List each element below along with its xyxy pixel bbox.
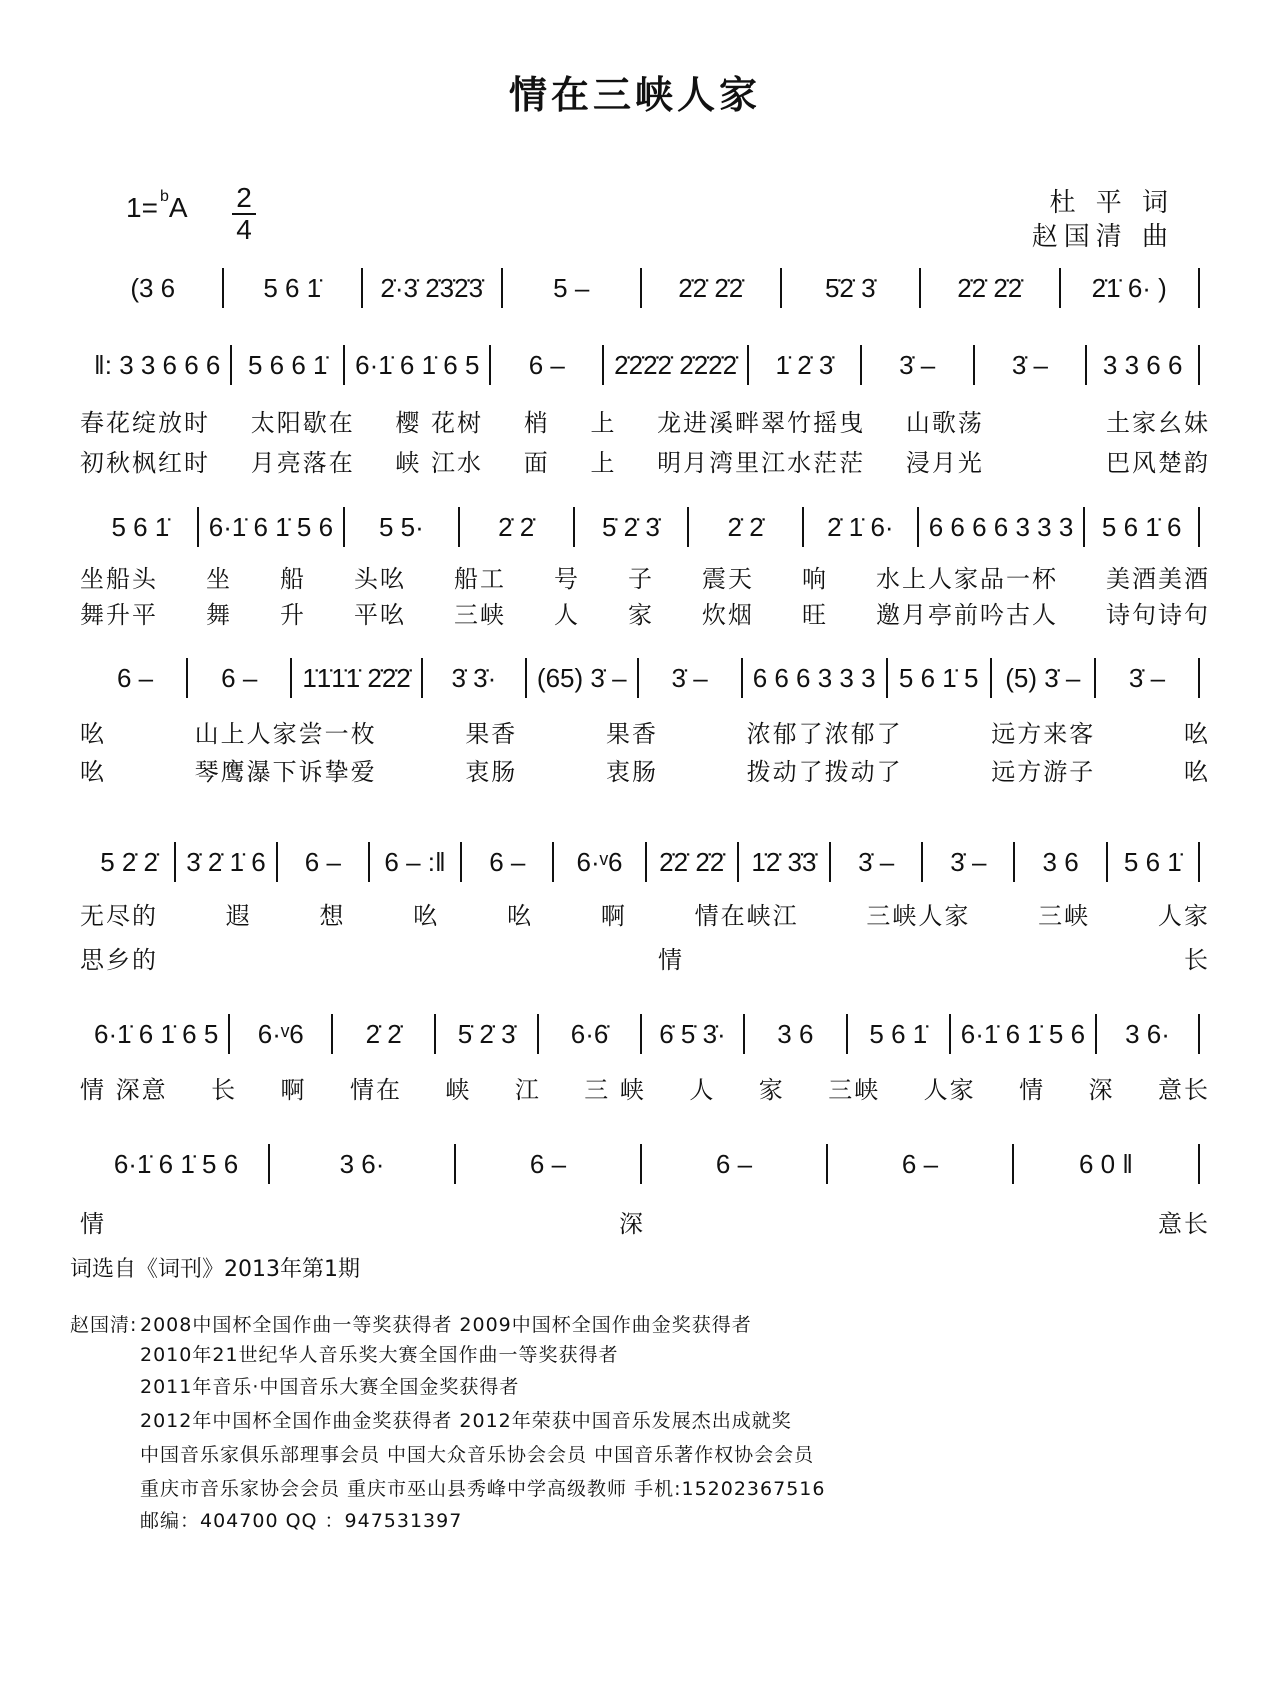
notation-row <box>84 648 1200 708</box>
measure: (3 6 <box>130 272 176 303</box>
lyric-word: 炊烟 <box>702 601 754 629</box>
lyric-word: 情 <box>658 946 684 974</box>
measure: 1̇1̇1̇1̇ 2̇2̇2̇ <box>302 662 411 693</box>
lyric-word: 衷肠 <box>605 758 658 786</box>
measure: 5 5· <box>379 511 424 542</box>
lyric-word: 情在 <box>349 1076 402 1104</box>
lyric-word: 三峡 <box>828 1076 881 1104</box>
measure: 6 – <box>117 662 154 693</box>
flat-sign: b <box>159 187 169 205</box>
measure: 6·ᵛ6 <box>576 846 623 877</box>
measure: 5̇ 2̇ 3̇ <box>457 1018 516 1049</box>
lyric-word: 江 <box>514 1076 541 1104</box>
composer-credit: 赵国清 曲 <box>1031 222 1174 252</box>
lyric-word: 春花绽放时 <box>80 409 210 437</box>
lyric-word: 梢 <box>523 409 550 437</box>
lyric-word: 土家幺妹 <box>1105 409 1210 437</box>
lyric-word: 吆 <box>1183 758 1210 786</box>
lyric-word: 吆 <box>80 720 106 748</box>
lyric-word: 情 <box>80 1210 106 1238</box>
measure: 1̇2̇ 3̇3̇ <box>751 846 817 877</box>
lyric-word: 水上人家品一杯 <box>876 565 1058 593</box>
notation-row <box>84 258 1200 318</box>
measure: (65) 3̇ – <box>536 662 627 693</box>
lyric-word: 面 <box>523 449 550 477</box>
lyric-word: 吆 <box>413 902 440 930</box>
measure: 6 – :‖ <box>384 846 446 877</box>
lyric-word: 船工 <box>454 565 506 593</box>
measure: 3 3 6 6 <box>1102 349 1183 380</box>
lyric-word: 舞升平 <box>80 601 158 629</box>
lyric-word: 吆 <box>507 902 534 930</box>
measure: 6·1̇ 6 1̇ 6 5 <box>94 1018 219 1049</box>
lyric-word: 人家 <box>923 1076 976 1104</box>
time-numerator: 2 <box>232 183 256 215</box>
lyric-word: 长 <box>211 1076 238 1104</box>
bio-line: 2010年21世纪华人音乐奖大赛全国作曲一等奖获得者 <box>140 1344 619 1366</box>
measure: 6 – <box>529 1148 567 1179</box>
bio-line: 2011年音乐·中国音乐大赛全国金奖获得者 <box>140 1376 520 1398</box>
measure: 5 6 1̇ <box>1123 846 1182 877</box>
lyric-word: 升 <box>280 601 306 629</box>
barline <box>1198 345 1200 385</box>
lyric-word: 号 <box>554 565 580 593</box>
lyric-word: 头吆 <box>354 565 406 593</box>
lyric-word: 拨动了拨动了 <box>746 758 903 786</box>
time-signature <box>232 183 256 245</box>
lyric-line-verse-1 <box>80 1070 1210 1105</box>
measure: 3̇ 3̇· <box>451 662 497 693</box>
lyric-word: 长 <box>1184 946 1210 974</box>
barline <box>1198 658 1200 698</box>
measure: 2̇ 2̇ <box>365 1018 402 1049</box>
bio-line: 邮编：404700 QQ ：947531397 <box>140 1510 463 1532</box>
measure: 5̇2̇ 3̇ <box>824 272 876 303</box>
measure: 2̇2̇ 2̇2̇ <box>678 272 744 303</box>
bio-line: 重庆市音乐家协会会员 重庆市巫山县秀峰中学高级教师 手机:15202367516 <box>140 1478 826 1500</box>
time-denominator: 4 <box>236 214 252 245</box>
bio-line: 中国音乐家俱乐部理事会员 中国大众音乐协会会员 中国音乐著作权协会会员 <box>140 1444 815 1466</box>
lyric-word: 三峡人家 <box>866 902 971 930</box>
lyric-word: 舞 <box>206 601 232 629</box>
barline <box>1198 1144 1200 1184</box>
lyric-word: 峡 <box>445 1076 472 1104</box>
measure: 3̇ – <box>899 349 936 380</box>
measure: 5̇ 2̇ 3̇ <box>601 511 660 542</box>
measure: 6 – <box>221 662 258 693</box>
lyric-word: 家 <box>628 601 654 629</box>
notation-row <box>84 497 1200 557</box>
lyric-line-verse-1 <box>80 896 1210 931</box>
measure: 3̇ 2̇ 1̇ 6 <box>186 846 266 877</box>
measure: 2̇ 2̇ <box>498 511 535 542</box>
lyric-word: 浓郁了浓郁了 <box>746 720 903 748</box>
lyric-word: 震天 <box>702 565 754 593</box>
lyric-word: 思乡的 <box>80 946 158 974</box>
measure: 3̇ – <box>671 662 708 693</box>
lyric-word: 三峡 <box>1038 902 1091 930</box>
measure: 3 6 <box>777 1018 814 1049</box>
lyric-word: 月亮落在 <box>250 449 355 477</box>
measure: 5 6 1̇ <box>869 1018 928 1049</box>
key-note: A <box>168 192 188 223</box>
lyric-word: 三峡 <box>454 601 506 629</box>
measure: 1̇ 2̇ 3̇ <box>775 349 834 380</box>
lyric-word: 人 <box>554 601 580 629</box>
measure: 3 6 <box>1042 846 1079 877</box>
lyric-line-verse-1 <box>80 559 1210 594</box>
measure: 2̇2̇2̇2̇ 2̇2̇2̇2̇ <box>614 349 738 380</box>
lyric-word: 邀月亭前吟古人 <box>876 601 1058 629</box>
measure: 6 0 ‖ <box>1078 1148 1134 1179</box>
lyric-word: 啊 <box>280 1076 307 1104</box>
lyric-word: 峡 江水 <box>395 449 484 477</box>
lyric-word: 深 <box>619 1210 645 1238</box>
lyric-line-verse-1 <box>80 1204 1210 1239</box>
measure: 2̇ 1̇ 6· <box>827 511 894 542</box>
lyric-word: 吆 <box>1183 720 1210 748</box>
barline <box>1198 507 1200 547</box>
lyric-word: 樱 花树 <box>395 409 484 437</box>
measure: 6·1̇ 6 1̇ 5 6 <box>113 1148 239 1179</box>
bio-line: 2008中国杯全国作曲一等奖获得者 2009中国杯全国作曲金奖获得者 <box>140 1314 752 1336</box>
measure: 3 6· <box>339 1148 385 1179</box>
measure: 6̇ 5̇ 3̇· <box>659 1018 726 1049</box>
measure: 6·6̇ <box>570 1018 609 1049</box>
lyric-word: 明月湾里江水茫茫 <box>657 449 866 477</box>
lyric-word: 情 深意 <box>80 1076 168 1104</box>
source-note: 词选自《词刊》2013年第1期 <box>70 1257 360 1282</box>
measure: 5 6 1̇ <box>111 511 170 542</box>
bio-line: 2012年中国杯全国作曲金奖获得者 2012年荣获中国音乐发展杰出成就奖 <box>140 1410 792 1432</box>
measure: 2̇1̇ 6· ) <box>1091 272 1167 303</box>
lyric-word: 衷肠 <box>465 758 518 786</box>
measure: 5 – <box>553 272 590 303</box>
lyric-word: 意长 <box>1157 1076 1210 1104</box>
measure: 6 – <box>489 846 526 877</box>
lyric-line-verse-1 <box>80 714 1210 749</box>
lyric-word: 果香 <box>465 720 518 748</box>
measure: 6 – <box>304 846 341 877</box>
lyric-word: 意长 <box>1158 1210 1210 1238</box>
measure: 3̇ – <box>858 846 895 877</box>
lyric-word: 子 <box>628 565 654 593</box>
measure: ‖: 3 3 6 6 6 <box>94 349 221 380</box>
lyric-word: 啊 <box>600 902 627 930</box>
notation-row <box>84 832 1200 892</box>
barline <box>1198 268 1200 308</box>
measure: 2̇ 2̇ <box>727 511 764 542</box>
lyricist-credit: 杜 平 词 <box>1049 188 1174 218</box>
lyric-line-verse-2 <box>80 443 1210 478</box>
lyric-word: 浸月光 <box>905 449 984 477</box>
lyric-word: 平吆 <box>354 601 406 629</box>
lyric-word: 上 <box>590 409 617 437</box>
barline <box>1198 1014 1200 1054</box>
lyric-word: 船 <box>280 565 306 593</box>
lyric-word: 深 <box>1088 1076 1115 1104</box>
lyric-word: 无尽的 <box>80 902 158 930</box>
measure: 2̇2̇ 2̇2̇ <box>659 846 725 877</box>
lyric-line-verse-2 <box>80 595 1210 630</box>
lyric-line-verse-2 <box>80 752 1210 787</box>
measure: 5 6 1̇ <box>263 272 322 303</box>
measure: 3̇ – <box>1011 349 1048 380</box>
lyric-word: 远方来客 <box>991 720 1096 748</box>
measure: 6 – <box>528 349 565 380</box>
lyric-word: 吆 <box>80 758 106 786</box>
barline <box>1198 842 1200 882</box>
lyric-word: 想 <box>319 902 346 930</box>
lyric-word: 山歌荡 <box>905 409 984 437</box>
lyric-word: 家 <box>758 1076 785 1104</box>
measure: 5 2̇ 2̇ <box>100 846 159 877</box>
lyric-word: 果香 <box>605 720 658 748</box>
measure: 5 6 1̇ 6 <box>1101 511 1182 542</box>
measure: 6 6 6 3 3 3 <box>752 662 876 693</box>
measure: 6·ᵛ6 <box>257 1018 304 1049</box>
measure: 6 6 6 6 3 3 3 <box>928 511 1074 542</box>
bio-name-label: 赵国清: <box>70 1314 138 1336</box>
measure: 6·1̇ 6 1̇ 5 6 <box>208 511 334 542</box>
lyric-word: 响 <box>802 565 828 593</box>
lyric-word: 山上人家尝一枚 <box>194 720 377 748</box>
lyric-word: 情 <box>1019 1076 1046 1104</box>
lyric-word: 琴鹰瀑下诉挚爱 <box>194 758 377 786</box>
lyric-word: 坐船头 <box>80 565 158 593</box>
measure: 3 6· <box>1125 1018 1170 1049</box>
credits <box>1032 186 1174 254</box>
lyric-word: 人家 <box>1157 902 1210 930</box>
measure: 6 – <box>901 1148 939 1179</box>
measure: 2̇2̇ 2̇2̇ <box>957 272 1023 303</box>
measure: 5 6 1̇ 5 <box>898 662 979 693</box>
lyric-word: 人 <box>689 1076 716 1104</box>
page-title: 情在三峡人家 <box>508 73 761 117</box>
lyric-word: 龙进溪畔翠竹摇曳 <box>657 409 866 437</box>
measure: 3̇ – <box>1128 662 1166 693</box>
measure: 6 – <box>715 1148 753 1179</box>
lyric-word: 遐 <box>225 902 252 930</box>
measure: 6·1̇ 6 1̇ 6 5 <box>355 349 480 380</box>
key-prefix: 1= <box>126 192 158 223</box>
lyric-word: 远方游子 <box>991 758 1096 786</box>
notation-row <box>84 335 1200 395</box>
lyric-word: 坐 <box>206 565 232 593</box>
lyric-line-verse-1 <box>80 403 1210 438</box>
notation-row <box>84 1004 1200 1064</box>
lyric-word: 旺 <box>802 601 828 629</box>
lyric-word: 美酒美酒 <box>1106 565 1210 593</box>
measure: 3̇ – <box>950 846 987 877</box>
lyric-word: 三 峡 <box>584 1076 646 1104</box>
key-signature <box>126 187 188 224</box>
measure: 6·1̇ 6 1̇ 5 6 <box>960 1018 1086 1049</box>
measure: 2̇·3̇ 2̇3̇2̇3̇ <box>380 272 484 303</box>
measure: (5) 3̇ – <box>1005 662 1081 693</box>
lyric-word: 上 <box>590 449 617 477</box>
lyric-word: 诗句诗句 <box>1106 601 1210 629</box>
lyric-word: 太阳歇在 <box>250 409 355 437</box>
notation-row <box>84 1134 1200 1194</box>
lyric-word: 情在峡江 <box>694 902 799 930</box>
lyric-word: 巴风楚韵 <box>1105 449 1210 477</box>
lyric-word: 初秋枫红时 <box>80 449 210 477</box>
lyric-line-verse-2 <box>80 940 1210 975</box>
measure: 5 6 6 1̇ <box>248 349 328 380</box>
